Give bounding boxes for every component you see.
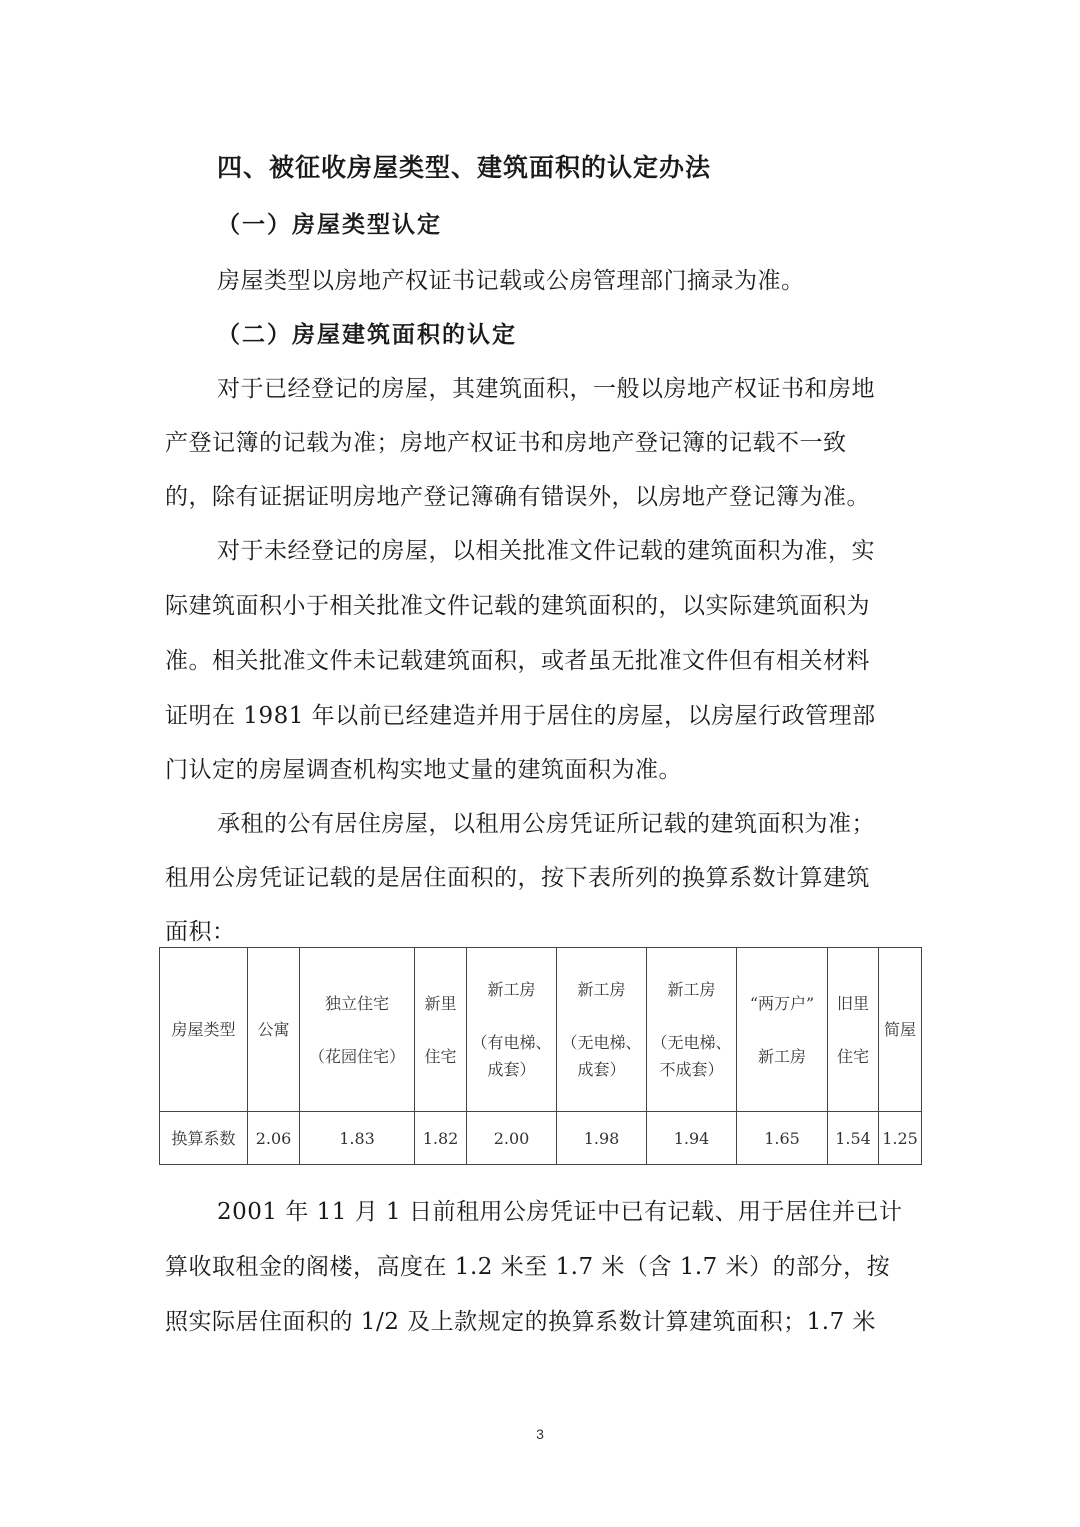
header-cell-twenty-thousand-households: “两万户” 新工房	[737, 948, 828, 1112]
paragraph-line: 算收取租金的阁楼，高度在 1.2 米至 1.7 米（含 1.7 米）的部分，按	[165, 1254, 891, 1280]
paragraph-line: 产登记簿的记载为准；房地产权证书和房地产登记簿的记载不一致	[165, 430, 847, 456]
paragraph-line: 房屋类型以房地产权证书记载或公房管理部门摘录为准。	[217, 268, 805, 294]
coefficient-value: 1.54	[828, 1112, 879, 1165]
coefficient-value: 2.06	[248, 1112, 300, 1165]
coefficient-value: 1.25	[879, 1112, 922, 1165]
paragraph-line: 对于未经登记的房屋，以相关批准文件记载的建筑面积为准，实	[217, 538, 875, 564]
header-cell-simple-house: 简屋	[879, 948, 922, 1112]
paragraph-line: 际建筑面积小于相关批准文件记载的建筑面积的，以实际建筑面积为	[165, 593, 870, 619]
header-cell-detached-house: 独立住宅 （花园住宅）	[300, 948, 415, 1112]
coefficient-value: 1.65	[737, 1112, 828, 1165]
page-number: 3	[536, 1426, 544, 1442]
table-header-row	[160, 948, 922, 1112]
row-label-coefficient: 换算系数	[160, 1112, 248, 1165]
coefficient-value: 2.00	[467, 1112, 557, 1165]
paragraph-line: 门认定的房屋调查机构实地丈量的建筑面积为准。	[165, 757, 682, 783]
paragraph-line: 的，除有证据证明房地产登记簿确有错误外，以房地产登记簿为准。	[165, 484, 870, 510]
header-cell-apartment: 公寓	[248, 948, 300, 1112]
header-cell-new-workers-no-elevator-incomplete: 新工房 （无电梯、 不成套）	[647, 948, 737, 1112]
paragraph-line: 对于已经登记的房屋，其建筑面积，一般以房地产权证书和房地	[217, 376, 875, 402]
header-cell-house-type: 房屋类型	[160, 948, 248, 1112]
paragraph-line: 面积：	[165, 919, 236, 945]
header-cell-new-workers-no-elevator-complete: 新工房 （无电梯、 成套）	[557, 948, 647, 1112]
header-cell-new-workers-elevator-complete: 新工房 （有电梯、 成套）	[467, 948, 557, 1112]
subsection-heading-house-type: （一）房屋类型认定	[217, 212, 442, 238]
subsection-heading-floor-area: （二）房屋建筑面积的认定	[217, 322, 517, 348]
coefficient-value: 1.94	[647, 1112, 737, 1165]
paragraph-line: 2001 年 11 月 1 日前租用公房凭证中已有记载、用于居住并已计	[217, 1199, 903, 1225]
section-heading: 四、被征收房屋类型、建筑面积的认定办法	[217, 153, 712, 182]
paragraph-line: 承租的公有居住房屋，以租用公房凭证所记载的建筑面积为准；	[217, 811, 875, 837]
paragraph-line: 照实际居住面积的 1/2 及上款规定的换算系数计算建筑面积；1.7 米	[165, 1309, 877, 1335]
paragraph-line: 租用公房凭证记载的是居住面积的，按下表所列的换算系数计算建筑	[165, 865, 870, 891]
coefficient-value: 1.83	[300, 1112, 415, 1165]
paragraph-line: 准。相关批准文件未记载建筑面积，或者虽无批准文件但有相关材料	[165, 648, 870, 674]
coefficient-value: 1.98	[557, 1112, 647, 1165]
header-cell-old-lane-house: 旧里 住宅	[828, 948, 879, 1112]
paragraph-line: 证明在 1981 年以前已经建造并用于居住的房屋，以房屋行政管理部	[165, 703, 876, 729]
header-cell-new-lane-house: 新里 住宅	[415, 948, 467, 1112]
conversion-coefficient-table	[159, 947, 922, 1165]
coefficient-value: 1.82	[415, 1112, 467, 1165]
table-row	[160, 1112, 922, 1165]
